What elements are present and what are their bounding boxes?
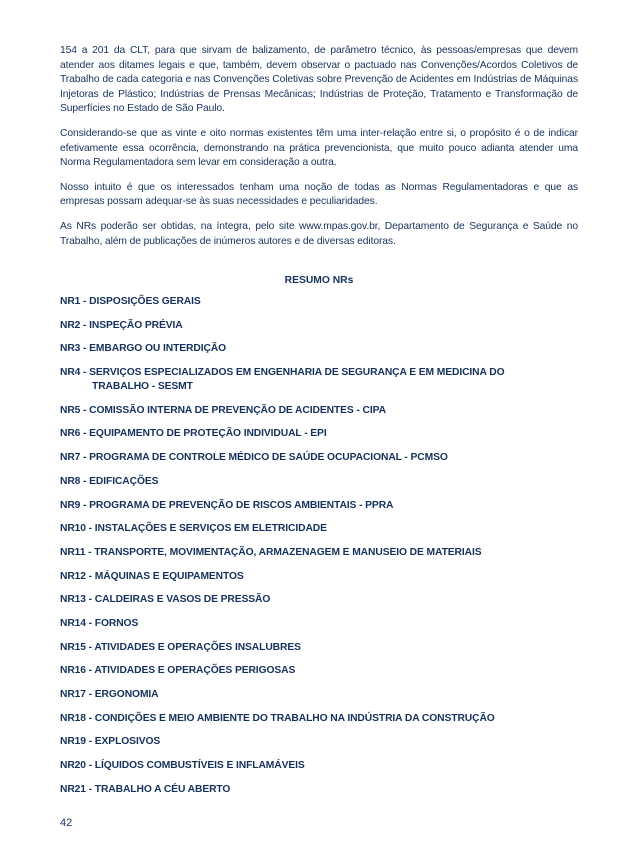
list-item xyxy=(60,641,578,655)
nr-item-text: NR13 - CALDEIRAS E VASOS DE PRESSÃO xyxy=(60,594,271,606)
nr-item-text: NR15 - ATIVIDADES E OPERAÇÕES INSALUBRES xyxy=(60,641,301,653)
list-item xyxy=(60,759,578,773)
nr-item-text: NR16 - ATIVIDADES E OPERAÇÕES PERIGOSAS xyxy=(60,665,296,677)
nr-item-text: NR20 - LÍQUIDOS COMBUSTÍVEIS E INFLAMÁVEIS xyxy=(60,760,305,772)
nr-item-text: NR2 - INSPEÇÃO PRÉVIA xyxy=(60,319,183,331)
nr-list xyxy=(60,295,578,806)
nr-item-text: NR18 - CONDIÇÕES E MEIO AMBIENTE DO TRABALHO NA INDÚSTRIA DA CONSTRUÇÃO xyxy=(60,712,495,724)
paragraph: Nosso intuito é que os interessados tenham uma noção de todas as Normas Regulamentadoras e que as empresas possam adequar-se às suas necessidades e peculiaridades. xyxy=(60,181,578,208)
nr-item-text: NR14 - FORNOS xyxy=(60,617,139,629)
list-item xyxy=(60,783,578,797)
list-item xyxy=(60,319,578,333)
list-item xyxy=(60,593,578,607)
nr-item-text: NR17 - ERGONOMIA xyxy=(60,689,159,700)
list-item xyxy=(60,499,578,513)
list-item xyxy=(60,295,578,309)
nr-item-text: NR1 - DISPOSIÇÕES GERAIS xyxy=(60,296,201,307)
nr-item-text: NR4 - SERVIÇOS ESPECIALIZADOS EM ENGENHARIA DE SEGURANÇA E EM MEDICINA DO xyxy=(60,367,505,379)
nr-item-text: NR10 - INSTALAÇÕES E SERVIÇOS EM ELETRICIDADE xyxy=(60,523,327,535)
list-item xyxy=(60,735,578,749)
list-item xyxy=(60,522,578,536)
nr-item-text: NR12 - MÁQUINAS E EQUIPAMENTOS xyxy=(60,570,244,582)
list-item xyxy=(60,617,578,631)
paragraph: As NRs poderão ser obtidas, na íntegra, pelo site www.mpas.gov.br, Departamento de Segurança e Saúde no Trabalho, além de publicações de inúmeros autores e de diversas editoras. xyxy=(60,220,578,247)
list-item xyxy=(60,475,578,489)
list-item xyxy=(60,404,578,418)
list-item xyxy=(60,427,578,441)
nr-item-text: NR3 - EMBARGO OU INTERDIÇÃO xyxy=(60,343,227,355)
list-item xyxy=(60,546,578,560)
intro-paragraphs xyxy=(60,44,578,259)
page-number: 42 xyxy=(60,817,73,829)
list-item xyxy=(60,342,578,356)
list-item xyxy=(60,366,578,394)
paragraph: Considerando-se que as vinte e oito normas existentes têm uma inter-relação entre si, o propósito é o de indicar efetivamente essa ocorrência, demonstrando na prática prevencionista, que muito pouco adianta atender uma Norma Regulamentadora sem levar em consideração a outra. xyxy=(60,127,578,169)
nr-item-text: NR9 - PROGRAMA DE PREVENÇÃO DE RISCOS AMBIENTAIS - PPRA xyxy=(60,499,394,511)
list-item xyxy=(60,712,578,726)
nr-item-text: NR21 - TRABALHO A CÉU ABERTO xyxy=(60,783,231,795)
nr-item-text: NR19 - EXPLOSIVOS xyxy=(60,736,161,748)
nr-item-text: NR11 - TRANSPORTE, MOVIMENTAÇÃO, ARMAZENAGEM E MANUSEIO DE MATERIAIS xyxy=(60,546,482,558)
list-item xyxy=(60,688,578,702)
list-item xyxy=(60,570,578,584)
paragraph: 154 a 201 da CLT, para que sirvam de balizamento, de parâmetro técnico, às pessoas/empresas que devem atender aos ditames legais e que, também, devem observar o pactuado nas Convenções/Acordos Coletivos de Trabalho de cada categoria e nas Convenções Coletivas sobre Prevenção de Acidentes em Indústrias de Máquinas Injetoras de Plástico; Indústrias de Prensas Mecânicas; Indústrias de Proteção, Tratamento e Transformação de Superfícies no Estado de São Paulo. xyxy=(60,45,578,115)
nr-item-text: NR5 - COMISSÃO INTERNA DE PREVENÇÃO DE ACIDENTES - CIPA xyxy=(60,404,386,416)
nr-item-continuation: TRABALHO - SESMT xyxy=(92,381,193,393)
section-title: RESUMO NRs xyxy=(284,275,354,286)
list-item xyxy=(60,664,578,678)
nr-item-text: NR8 - EDIFICAÇÕES xyxy=(60,475,159,487)
list-item xyxy=(60,451,578,465)
nr-item-text: NR6 - EQUIPAMENTO DE PROTEÇÃO INDIVIDUAL - EPI xyxy=(60,428,327,440)
nr-item-text: NR7 - PROGRAMA DE CONTROLE MÉDICO DE SAÚDE OCUPACIONAL - PCMSO xyxy=(60,452,448,464)
